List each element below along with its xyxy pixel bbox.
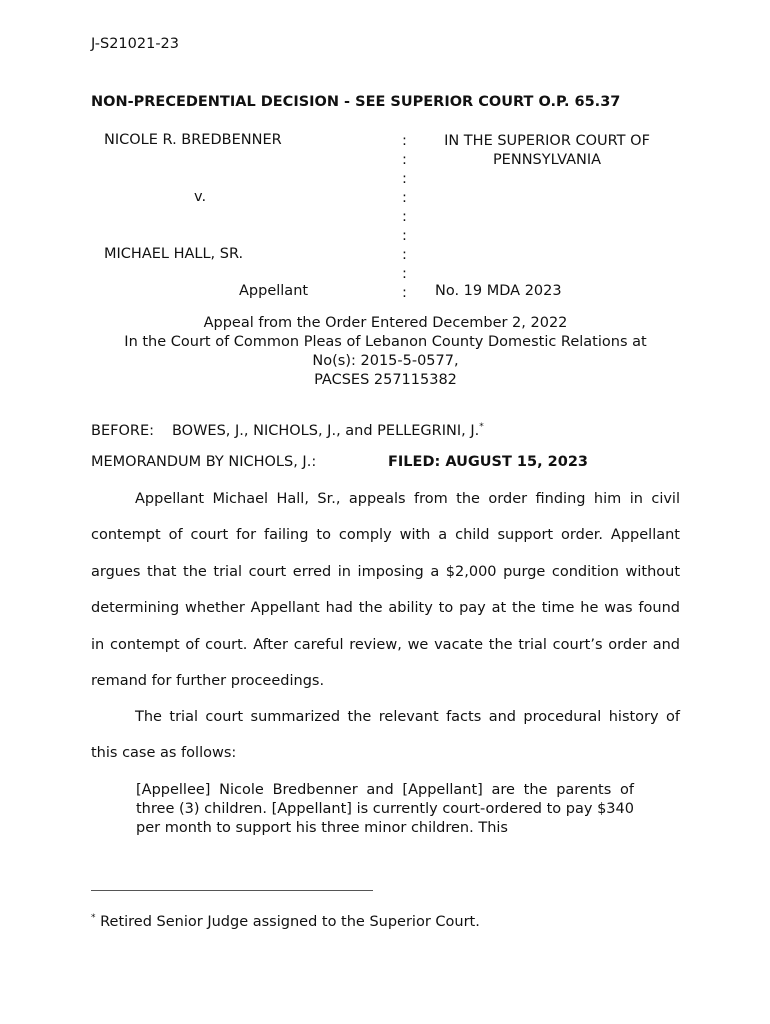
footnote-mark: * bbox=[91, 913, 96, 923]
panel-line bbox=[91, 422, 484, 439]
panel-judges: BOWES, J., NICHOLS, J., and PELLEGRINI, J. bbox=[171, 422, 480, 439]
appeal-line2: In the Court of Common Pleas of Lebanon County Domestic Relations at bbox=[124, 334, 647, 350]
paragraph-text: The trial court summarized the relevant facts and procedural history of this case as follows: bbox=[91, 709, 680, 762]
caption-colon: : bbox=[402, 247, 407, 263]
block-quote: [Appellee] Nicole Bredbenner and [Appellant] are the parents of three (3) children. [Appellant] is currently court-ordered to pay $340 per month to support his three minor children. This bbox=[136, 782, 634, 836]
caption-colon: : bbox=[402, 285, 407, 301]
appeal-line3: No(s): 2015-5-0577, bbox=[312, 353, 459, 369]
memorandum-author: MEMORANDUM BY NICHOLS, J.: bbox=[91, 454, 317, 470]
appeal-line4: PACSES 257115382 bbox=[314, 372, 457, 388]
versus-label: v. bbox=[194, 189, 207, 205]
caption-colon: : bbox=[402, 133, 407, 149]
court-name-line1: IN THE SUPERIOR COURT OF bbox=[444, 133, 650, 149]
caption-colon: : bbox=[402, 209, 407, 225]
paragraph-text: Appellant Michael Hall, Sr., appeals from the order finding him in civil contempt of court for failing to comply with a child support order. Appellant argues that the trial court erred in imposing a $2,000 purge condition without determining whether Appellant had the ability to pay at the time he was found in contempt of court. After careful review, we vacate the trial court’s order and remand for further proceedings. bbox=[91, 491, 680, 690]
docket-number: No. 19 MDA 2023 bbox=[435, 283, 562, 299]
plaintiff-name: NICOLE R. BREDBENNER bbox=[104, 132, 282, 148]
appeal-info bbox=[91, 314, 680, 390]
footnote-divider bbox=[91, 890, 373, 891]
body-paragraph-1 bbox=[91, 481, 680, 699]
appeal-line1: Appeal from the Order Entered December 2, 2022 bbox=[203, 315, 568, 331]
caption-colon: : bbox=[402, 171, 407, 187]
caption-colon: : bbox=[402, 190, 407, 206]
court-name-line2: PENNSYLVANIA bbox=[492, 152, 602, 168]
caption-colon: : bbox=[402, 266, 407, 282]
filed-date: FILED: AUGUST 15, 2023 bbox=[388, 454, 589, 470]
appellant-role: Appellant bbox=[239, 283, 309, 299]
panel-label: BEFORE: bbox=[91, 422, 154, 439]
decision-notice: NON-PRECEDENTIAL DECISION - SEE SUPERIOR COURT O.P. 65.37 bbox=[91, 94, 621, 110]
defendant-name: MICHAEL HALL, SR. bbox=[104, 246, 244, 262]
docket-id: J-S21021-23 bbox=[91, 36, 180, 52]
footnote-text: Retired Senior Judge assigned to the Superior Court. bbox=[95, 913, 480, 930]
caption-colon: : bbox=[402, 228, 407, 244]
footnote bbox=[91, 913, 480, 930]
case-caption bbox=[91, 132, 691, 304]
caption-colon: : bbox=[402, 152, 407, 168]
caption-colon-column bbox=[402, 132, 412, 303]
court-name bbox=[434, 132, 660, 170]
body-paragraph-2 bbox=[91, 699, 680, 772]
panel-footnote-mark: * bbox=[479, 422, 484, 432]
